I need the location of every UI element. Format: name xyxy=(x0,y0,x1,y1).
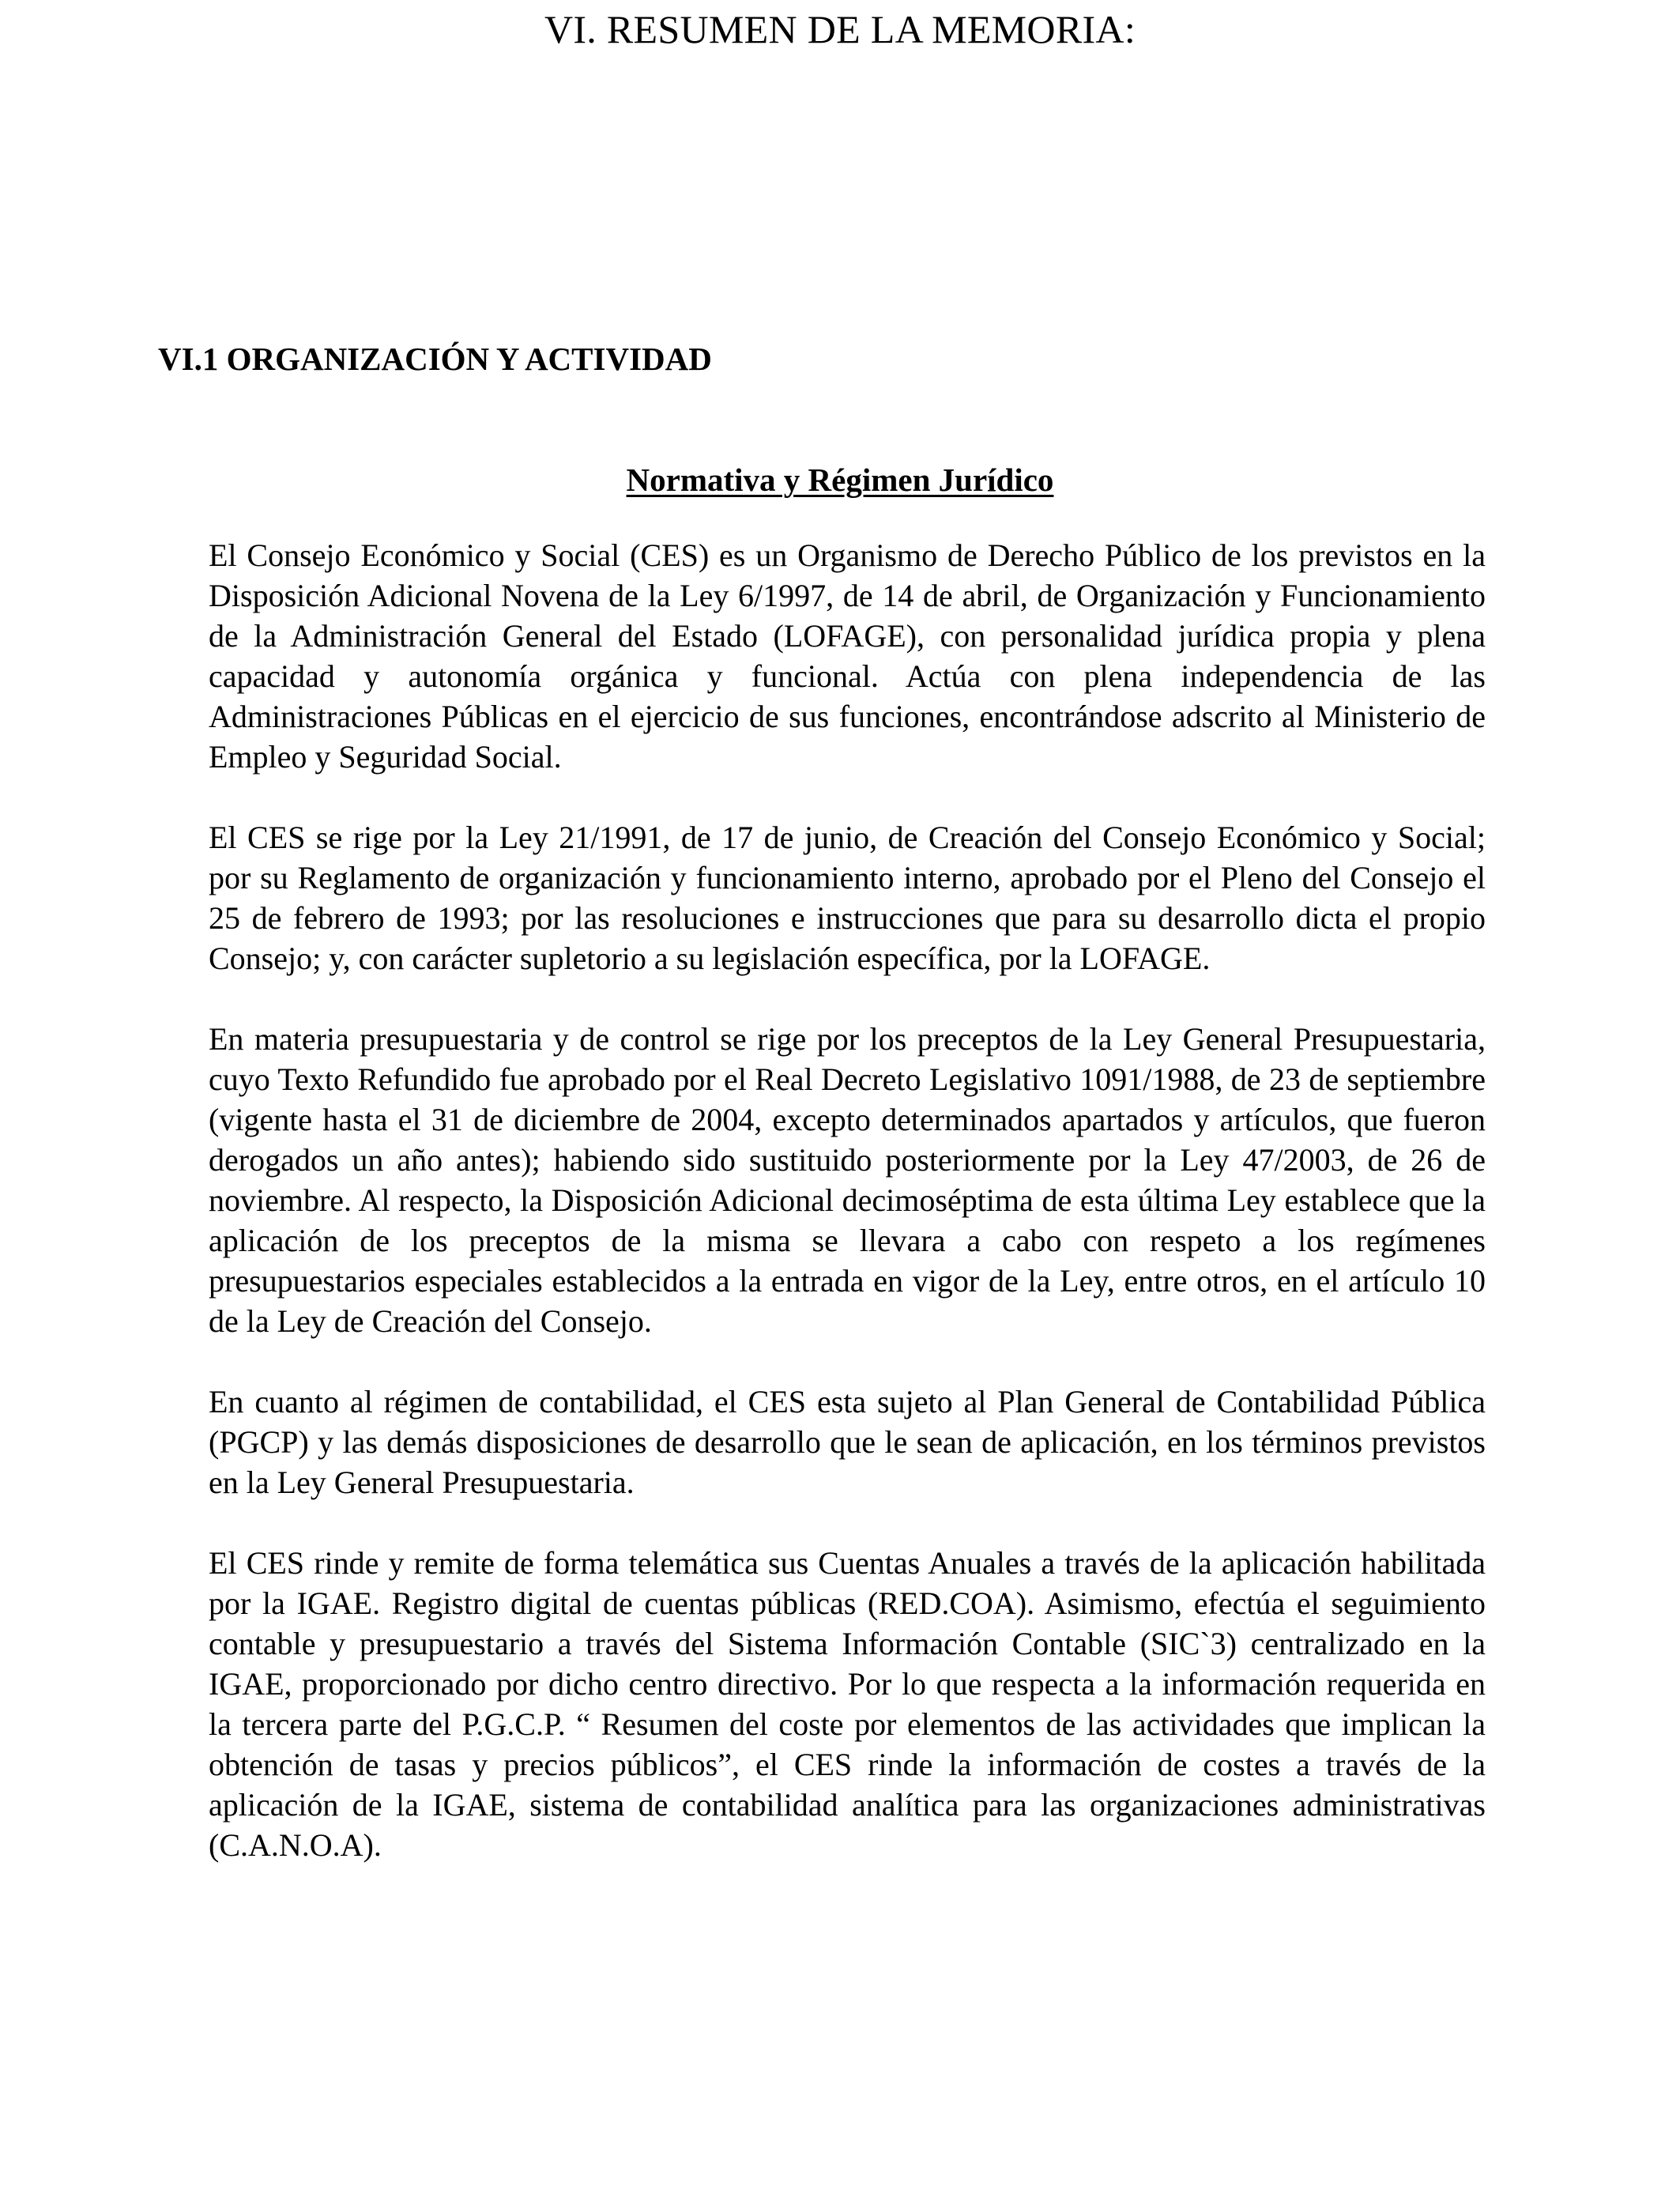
body-text xyxy=(209,535,1486,1906)
paragraph-budget-control: En materia presupuestaria y de control se rige por los preceptos de la Ley General Presupuestaria, cuyo Texto Refundido fue aprobado por el Real Decreto Legislativo 1091/1988, de 23 de septiembre (vigente hasta el 31 de diciembre de 2004, excepto determinados apartados y artículos, que fueron derogados un año antes); habiendo sido sustituido posteriormente por la Ley 47/2003, de 26 de noviembre. Al respecto, la Disposición Adicional decimoséptima de esta última Ley establece que la aplicación de los preceptos de la misma se llevara a cabo con respeto a los regímenes presupuestarios especiales establecidos a la entrada en vigor de la Ley, entre otros, en el artículo 10 de la Ley de Creación del Consejo. xyxy=(209,1021,1486,1339)
paragraph-legal-status: El Consejo Económico y Social (CES) es un Organismo de Derecho Público de los previstos en la Disposición Adicional Novena de la Ley 6/1997, de 14 de abril, de Organización y Funcionamiento de la Administración General del Estado (LOFAGE), con personalidad jurídica propia y plena capacidad y autonomía orgánica y funcional. Actúa con plena independencia de las Administraciones Públicas en el ejercicio de sus funciones, encontrándose adscrito al Ministerio de Empleo y Seguridad Social. xyxy=(209,537,1486,775)
paragraph-accounting-regime: En cuanto al régimen de contabilidad, el CES esta sujeto al Plan General de Contabilidad Pública (PGCP) y las demás disposiciones de desarrollo que le sean de aplicación, en los términos previstos en la Ley General Presupuestaria. xyxy=(209,1384,1486,1500)
subsection-heading: Normativa y Régimen Jurídico xyxy=(626,462,1054,498)
paragraph-annual-accounts: El CES rinde y remite de forma telemática sus Cuentas Anuales a través de la aplicación habilitada por la IGAE. Registro digital de cuentas públicas (RED.COA). Asimismo, efectúa el seguimiento contable y presupuestario a través del Sistema Información Contable (SIC`3) centralizado en la IGAE, proporcionado por dicho centro directivo. Por lo que respecta a la información requerida en la tercera parte del P.G.C.P. “ Resumen del coste por elementos de las actividades que implican la obtención de tasas y precios públicos”, el CES rinde la información de costes a través de la aplicación de la IGAE, sistema de contabilidad analítica para las organizaciones administrativas (C.A.N.O.A). xyxy=(209,1545,1486,1863)
document-title: VI. RESUMEN DE LA MEMORIA: xyxy=(544,7,1136,51)
section-heading: VI.1 ORGANIZACIÓN Y ACTIVIDAD xyxy=(158,341,712,377)
paragraph-governing-law: El CES se rige por la Ley 21/1991, de 17 de junio, de Creación del Consejo Económico y Social; por su Reglamento de organización y funcionamiento interno, aprobado por el Pleno del Consejo el 25 de febrero de 1993; por las resoluciones e instrucciones que para su desarrollo dicta el propio Consejo; y, con carácter supletorio a su legislación específica, por la LOFAGE. xyxy=(209,820,1486,976)
